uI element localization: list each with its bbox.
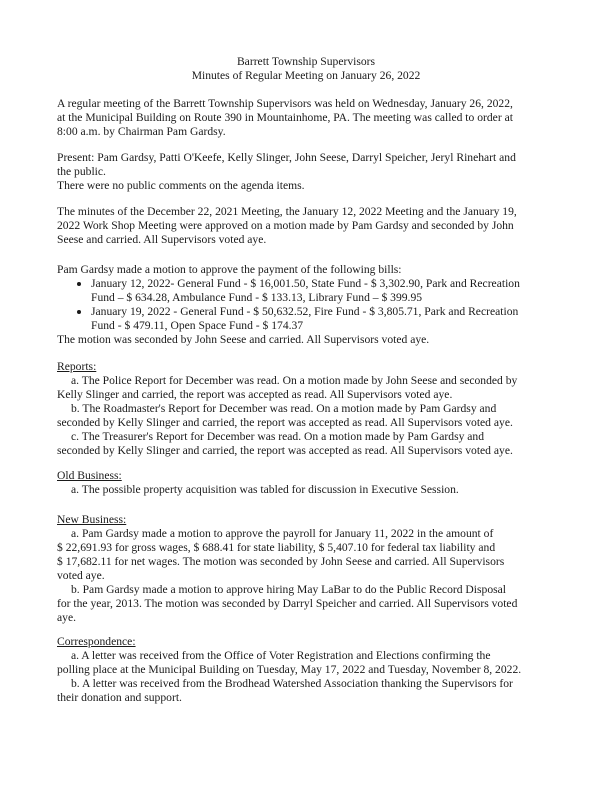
text-line: A regular meeting of the Barrett Township Supervisors was held on Wednesday, January 26, 2022, xyxy=(57,97,513,110)
text-line: a. The possible property acquisition was tabled for discussion in Executive Session. xyxy=(71,483,459,496)
reports-section xyxy=(57,360,567,458)
text-line: for the year, 2013. The motion was seconded by Darryl Speicher and carried. All Supervisors voted xyxy=(57,597,518,610)
minutes-approval-paragraph xyxy=(57,205,567,247)
bills-list xyxy=(57,277,567,333)
text-line: a. The Police Report for December was read. On a motion made by John Seese and seconded by xyxy=(71,374,518,387)
text-line: the public. xyxy=(57,165,106,178)
correspondence-heading: Correspondence: xyxy=(57,635,136,648)
text-line: their donation and support. xyxy=(57,691,182,704)
bills-section xyxy=(57,263,567,347)
text-line: seconded by Kelly Slinger and carried, the report was accepted as read. All Supervisors voted aye. xyxy=(57,416,513,429)
correspondence-section xyxy=(57,635,567,705)
text-line: Kelly Slinger and carried, the report was accepted as read. All Supervisors voted aye. xyxy=(57,388,453,401)
text-line: 8:00 a.m. by Chairman Pam Gardsy. xyxy=(57,125,226,138)
new-business-heading: New Business: xyxy=(57,513,127,526)
text-line: a. Pam Gardsy made a motion to approve the payroll for January 11, 2022 in the amount of xyxy=(71,527,494,540)
text-line: January 19, 2022 - General Fund - $ 50,632.52, Fire Fund - $ 3,805.71, Park and Recreation xyxy=(91,305,519,318)
list-item xyxy=(57,277,567,305)
text-line: c. The Treasurer's Report for December was read. On a motion made by Pam Gardsy and xyxy=(71,430,485,443)
text-line: $ 22,691.93 for gross wages, $ 688.41 for state liability, $ 5,407.10 for federal tax liability and xyxy=(57,541,496,554)
attendance-paragraph xyxy=(57,151,567,193)
bills-intro: Pam Gardsy made a motion to approve the payment of the following bills: xyxy=(57,263,402,276)
old-business-section xyxy=(57,469,567,497)
text-line: $ 17,682.11 for net wages. The motion was seconded by John Seese and carried. All Supervisors xyxy=(57,555,505,568)
new-business-section xyxy=(57,513,567,625)
text-line: b. Pam Gardsy made a motion to approve hiring May LaBar to do the Public Record Disposal xyxy=(71,583,507,596)
text-line: a. A letter was received from the Office of Voter Registration and Elections confirming the xyxy=(71,649,491,662)
text-line: There were no public comments on the agenda items. xyxy=(57,179,305,192)
old-business-heading: Old Business: xyxy=(57,469,122,482)
text-line: Fund – $ 634.28, Ambulance Fund - $ 133.13, Library Fund – $ 399.95 xyxy=(91,291,423,304)
township-title: Barrett Township Supervisors xyxy=(236,55,376,68)
text-line: b. The Roadmaster's Report for December was read. On a motion made by Pam Gardsy and xyxy=(71,402,497,415)
intro-paragraph xyxy=(57,97,567,139)
document-header xyxy=(0,55,612,83)
text-line: The minutes of the December 22, 2021 Meeting, the January 12, 2022 Meeting and the January 19, xyxy=(57,205,517,218)
text-line: aye. xyxy=(57,611,76,624)
text-line: Seese and carried. All Supervisors voted aye. xyxy=(57,233,267,246)
text-line: seconded by Kelly Slinger and carried, the report was accepted as read. All Supervisors voted aye. xyxy=(57,444,513,457)
text-line: January 12, 2022- General Fund - $ 16,001.50, State Fund - $ 3,302.90, Park and Recreation xyxy=(91,277,520,290)
text-line: Fund - $ 479.11, Open Space Fund - $ 174.37 xyxy=(91,319,304,332)
bills-outro: The motion was seconded by John Seese and carried. All Supervisors voted aye. xyxy=(57,333,430,346)
meeting-title: Minutes of Regular Meeting on January 26, 2022 xyxy=(191,69,421,82)
text-line: 2022 Work Shop Meeting were approved on a motion made by Pam Gardsy and seconded by John xyxy=(57,219,514,232)
text-line: voted aye. xyxy=(57,569,105,582)
list-item xyxy=(57,305,567,333)
text-line: b. A letter was received from the Brodhead Watershed Association thanking the Supervisors for xyxy=(71,677,513,690)
text-line: Present: Pam Gardsy, Patti O'Keefe, Kelly Slinger, John Seese, Darryl Speicher, Jeryl Rinehart and xyxy=(57,151,516,164)
reports-heading: Reports: xyxy=(57,360,97,373)
bullet-icon xyxy=(77,310,81,314)
text-line: polling place at the Municipal Building on Tuesday, May 17, 2022 and Tuesday, November 8, 2022. xyxy=(57,663,522,676)
bullet-icon xyxy=(77,282,81,286)
text-line: at the Municipal Building on Route 390 in Mountainhome, PA. The meeting was called to order at xyxy=(57,111,513,124)
